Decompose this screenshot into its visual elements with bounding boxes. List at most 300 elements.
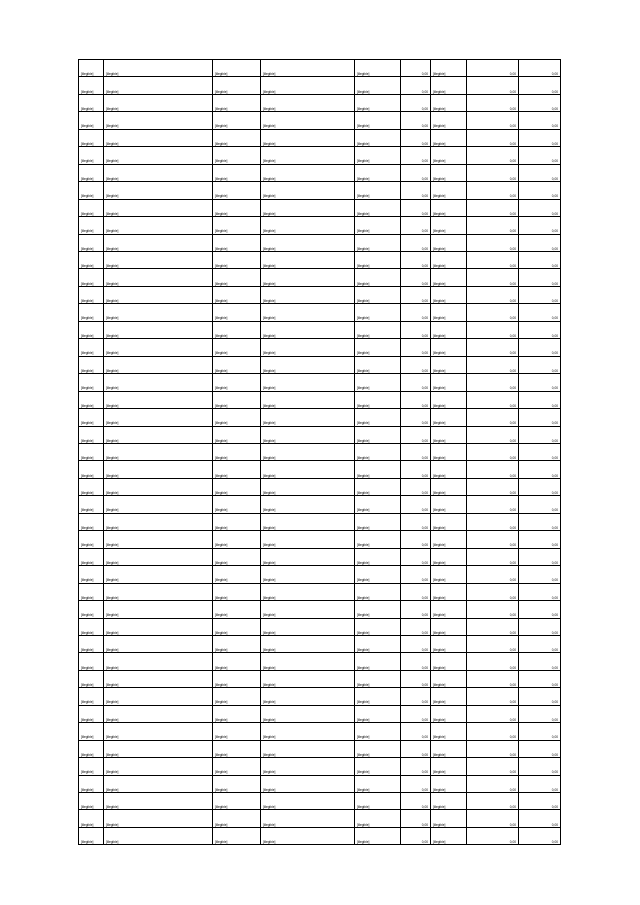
- category-cell: [illegible]: [261, 618, 355, 635]
- area-cell: 0,00: [401, 409, 431, 426]
- area-cell: 0,00: [401, 112, 431, 129]
- cadastral-number-cell: [illegible]: [104, 758, 213, 775]
- cadastral-number-cell: [illegible]: [104, 461, 213, 478]
- permitted-use-cell: [illegible]: [355, 723, 401, 740]
- permitted-use-cell: [illegible]: [355, 793, 401, 810]
- permitted-use-cell: [illegible]: [355, 810, 401, 827]
- category-cell: [illegible]: [261, 147, 355, 164]
- area-cell: 0,00: [401, 635, 431, 652]
- table-row: [79, 531, 561, 548]
- permitted-use-cell: [illegible]: [355, 321, 401, 338]
- cadastral-number-cell: [illegible]: [104, 234, 213, 251]
- table-row: [79, 199, 561, 216]
- table-row: [79, 758, 561, 775]
- cadastral-number-cell: [illegible]: [104, 356, 213, 373]
- location-cell: [illegible]: [213, 531, 261, 548]
- area-cell: 0,00: [401, 531, 431, 548]
- area-cell: 0,00: [401, 443, 431, 460]
- cadastral-number-cell: [illegible]: [104, 426, 213, 443]
- value-cell: 0,00: [519, 653, 561, 670]
- category-cell: [illegible]: [261, 286, 355, 303]
- category-cell: [illegible]: [261, 374, 355, 391]
- table-row: [79, 269, 561, 286]
- table-row: [79, 740, 561, 757]
- rate-cell: 0,00: [467, 286, 519, 303]
- units-cell: [illegible]: [431, 478, 467, 495]
- rate-cell: 0,00: [467, 129, 519, 146]
- units-cell: [illegible]: [431, 653, 467, 670]
- units-cell: [illegible]: [431, 391, 467, 408]
- rate-cell: 0,00: [467, 775, 519, 792]
- category-cell: [illegible]: [261, 234, 355, 251]
- cadastral-number-cell: [illegible]: [104, 548, 213, 565]
- permitted-use-cell: [illegible]: [355, 409, 401, 426]
- permitted-use-cell: [illegible]: [355, 356, 401, 373]
- cadastral-number-cell: [illegible]: [104, 374, 213, 391]
- row-number-cell: [illegible]: [79, 531, 104, 548]
- value-cell: 0,00: [519, 391, 561, 408]
- row-number-cell: [illegible]: [79, 304, 104, 321]
- area-cell: 0,00: [401, 304, 431, 321]
- table-row: [79, 356, 561, 373]
- cadastral-number-cell: [illegible]: [104, 164, 213, 181]
- category-cell: [illegible]: [261, 566, 355, 583]
- cadastral-number-cell: [illegible]: [104, 810, 213, 827]
- area-cell: 0,00: [401, 793, 431, 810]
- table-row: [79, 147, 561, 164]
- location-cell: [illegible]: [213, 810, 261, 827]
- value-cell: 0,00: [519, 548, 561, 565]
- category-cell: [illegible]: [261, 339, 355, 356]
- permitted-use-cell: [illegible]: [355, 461, 401, 478]
- value-cell: 0,00: [519, 164, 561, 181]
- cadastral-number-cell: [illegible]: [104, 409, 213, 426]
- row-number-cell: [illegible]: [79, 618, 104, 635]
- units-cell: [illegible]: [431, 827, 467, 844]
- value-cell: 0,00: [519, 478, 561, 495]
- table-row: [79, 461, 561, 478]
- row-number-cell: [illegible]: [79, 339, 104, 356]
- table-row: [79, 635, 561, 652]
- table-row: [79, 217, 561, 234]
- value-cell: 0,00: [519, 112, 561, 129]
- row-number-cell: [illegible]: [79, 234, 104, 251]
- location-cell: [illegible]: [213, 251, 261, 268]
- cadastral-number-cell: [illegible]: [104, 513, 213, 530]
- row-number-cell: [illegible]: [79, 391, 104, 408]
- units-cell: [illegible]: [431, 618, 467, 635]
- value-cell: 0,00: [519, 217, 561, 234]
- row-number-cell: [illegible]: [79, 793, 104, 810]
- category-cell: [illegible]: [261, 688, 355, 705]
- rate-cell: 0,00: [467, 566, 519, 583]
- category-cell: [illegible]: [261, 775, 355, 792]
- area-cell: 0,00: [401, 217, 431, 234]
- cadastral-number-cell: [illegible]: [104, 94, 213, 111]
- rate-cell: 0,00: [467, 391, 519, 408]
- category-cell: [illegible]: [261, 478, 355, 495]
- rate-cell: 0,00: [467, 182, 519, 199]
- units-cell: [illegible]: [431, 182, 467, 199]
- row-number-cell: [illegible]: [79, 496, 104, 513]
- value-cell: 0,00: [519, 513, 561, 530]
- row-number-cell: [illegible]: [79, 60, 104, 77]
- permitted-use-cell: [illegible]: [355, 94, 401, 111]
- value-cell: 0,00: [519, 496, 561, 513]
- value-cell: 0,00: [519, 461, 561, 478]
- category-cell: [illegible]: [261, 758, 355, 775]
- permitted-use-cell: [illegible]: [355, 304, 401, 321]
- location-cell: [illegible]: [213, 129, 261, 146]
- cadastral-number-cell: [illegible]: [104, 60, 213, 77]
- row-number-cell: [illegible]: [79, 827, 104, 844]
- units-cell: [illegible]: [431, 635, 467, 652]
- rate-cell: 0,00: [467, 548, 519, 565]
- row-number-cell: [illegible]: [79, 810, 104, 827]
- rate-cell: 0,00: [467, 94, 519, 111]
- rate-cell: 0,00: [467, 688, 519, 705]
- row-number-cell: [illegible]: [79, 77, 104, 94]
- permitted-use-cell: [illegible]: [355, 478, 401, 495]
- table-row: [79, 304, 561, 321]
- permitted-use-cell: [illegible]: [355, 251, 401, 268]
- permitted-use-cell: [illegible]: [355, 758, 401, 775]
- permitted-use-cell: [illegible]: [355, 60, 401, 77]
- location-cell: [illegible]: [213, 339, 261, 356]
- area-cell: 0,00: [401, 182, 431, 199]
- location-cell: [illegible]: [213, 94, 261, 111]
- location-cell: [illegible]: [213, 286, 261, 303]
- cadastral-number-cell: [illegible]: [104, 723, 213, 740]
- value-cell: 0,00: [519, 601, 561, 618]
- location-cell: [illegible]: [213, 182, 261, 199]
- units-cell: [illegible]: [431, 758, 467, 775]
- location-cell: [illegible]: [213, 409, 261, 426]
- category-cell: [illegible]: [261, 356, 355, 373]
- rate-cell: 0,00: [467, 583, 519, 600]
- area-cell: 0,00: [401, 688, 431, 705]
- location-cell: [illegible]: [213, 688, 261, 705]
- row-number-cell: [illegible]: [79, 653, 104, 670]
- value-cell: 0,00: [519, 810, 561, 827]
- value-cell: 0,00: [519, 147, 561, 164]
- permitted-use-cell: [illegible]: [355, 775, 401, 792]
- value-cell: 0,00: [519, 670, 561, 687]
- table-row: [79, 548, 561, 565]
- area-cell: 0,00: [401, 775, 431, 792]
- permitted-use-cell: [illegible]: [355, 827, 401, 844]
- value-cell: 0,00: [519, 356, 561, 373]
- permitted-use-cell: [illegible]: [355, 583, 401, 600]
- permitted-use-cell: [illegible]: [355, 269, 401, 286]
- value-cell: 0,00: [519, 321, 561, 338]
- rate-cell: 0,00: [467, 251, 519, 268]
- category-cell: [illegible]: [261, 705, 355, 722]
- rate-cell: 0,00: [467, 304, 519, 321]
- permitted-use-cell: [illegible]: [355, 374, 401, 391]
- category-cell: [illegible]: [261, 653, 355, 670]
- rate-cell: 0,00: [467, 199, 519, 216]
- units-cell: [illegible]: [431, 723, 467, 740]
- units-cell: [illegible]: [431, 129, 467, 146]
- value-cell: 0,00: [519, 234, 561, 251]
- cadastral-number-cell: [illegible]: [104, 199, 213, 216]
- value-cell: 0,00: [519, 443, 561, 460]
- units-cell: [illegible]: [431, 426, 467, 443]
- table-row: [79, 653, 561, 670]
- value-cell: 0,00: [519, 740, 561, 757]
- category-cell: [illegible]: [261, 827, 355, 844]
- row-number-cell: [illegible]: [79, 321, 104, 338]
- rate-cell: 0,00: [467, 635, 519, 652]
- table-row: [79, 810, 561, 827]
- table-row: [79, 182, 561, 199]
- cadastral-number-cell: [illegible]: [104, 688, 213, 705]
- category-cell: [illegible]: [261, 304, 355, 321]
- cadastral-number-cell: [illegible]: [104, 601, 213, 618]
- cadastral-number-cell: [illegible]: [104, 147, 213, 164]
- row-number-cell: [illegible]: [79, 723, 104, 740]
- row-number-cell: [illegible]: [79, 199, 104, 216]
- value-cell: 0,00: [519, 618, 561, 635]
- units-cell: [illegible]: [431, 286, 467, 303]
- permitted-use-cell: [illegible]: [355, 391, 401, 408]
- row-number-cell: [illegible]: [79, 566, 104, 583]
- units-cell: [illegible]: [431, 94, 467, 111]
- cadastral-number-cell: [illegible]: [104, 391, 213, 408]
- category-cell: [illegible]: [261, 548, 355, 565]
- units-cell: [illegible]: [431, 566, 467, 583]
- units-cell: [illegible]: [431, 112, 467, 129]
- table-row: [79, 129, 561, 146]
- rate-cell: 0,00: [467, 723, 519, 740]
- category-cell: [illegible]: [261, 391, 355, 408]
- location-cell: [illegible]: [213, 496, 261, 513]
- permitted-use-cell: [illegible]: [355, 234, 401, 251]
- value-cell: 0,00: [519, 409, 561, 426]
- table-row: [79, 496, 561, 513]
- row-number-cell: [illegible]: [79, 356, 104, 373]
- units-cell: [illegible]: [431, 269, 467, 286]
- table-row: [79, 374, 561, 391]
- cadastral-number-cell: [illegible]: [104, 496, 213, 513]
- area-cell: 0,00: [401, 740, 431, 757]
- row-number-cell: [illegible]: [79, 758, 104, 775]
- units-cell: [illegible]: [431, 409, 467, 426]
- row-number-cell: [illegible]: [79, 286, 104, 303]
- row-number-cell: [illegible]: [79, 583, 104, 600]
- area-cell: 0,00: [401, 60, 431, 77]
- area-cell: 0,00: [401, 94, 431, 111]
- location-cell: [illegible]: [213, 461, 261, 478]
- category-cell: [illegible]: [261, 164, 355, 181]
- table-row: [79, 77, 561, 94]
- cadastral-number-cell: [illegible]: [104, 583, 213, 600]
- area-cell: 0,00: [401, 810, 431, 827]
- rate-cell: 0,00: [467, 217, 519, 234]
- table-row: [79, 827, 561, 844]
- category-cell: [illegible]: [261, 129, 355, 146]
- cadastral-number-cell: [illegible]: [104, 112, 213, 129]
- table-row: [79, 670, 561, 687]
- units-cell: [illegible]: [431, 339, 467, 356]
- location-cell: [illegible]: [213, 513, 261, 530]
- units-cell: [illegible]: [431, 147, 467, 164]
- row-number-cell: [illegible]: [79, 147, 104, 164]
- location-cell: [illegible]: [213, 321, 261, 338]
- row-number-cell: [illegible]: [79, 670, 104, 687]
- area-cell: 0,00: [401, 269, 431, 286]
- permitted-use-cell: [illegible]: [355, 164, 401, 181]
- category-cell: [illegible]: [261, 723, 355, 740]
- rate-cell: 0,00: [467, 374, 519, 391]
- area-cell: 0,00: [401, 548, 431, 565]
- category-cell: [illegible]: [261, 112, 355, 129]
- category-cell: [illegible]: [261, 60, 355, 77]
- rate-cell: 0,00: [467, 827, 519, 844]
- cadastral-number-cell: [illegible]: [104, 566, 213, 583]
- location-cell: [illegible]: [213, 827, 261, 844]
- units-cell: [illegible]: [431, 793, 467, 810]
- location-cell: [illegible]: [213, 60, 261, 77]
- location-cell: [illegible]: [213, 583, 261, 600]
- units-cell: [illegible]: [431, 513, 467, 530]
- area-cell: 0,00: [401, 827, 431, 844]
- rate-cell: 0,00: [467, 705, 519, 722]
- units-cell: [illegible]: [431, 496, 467, 513]
- category-cell: [illegible]: [261, 810, 355, 827]
- rate-cell: 0,00: [467, 164, 519, 181]
- table-row: [79, 339, 561, 356]
- units-cell: [illegible]: [431, 775, 467, 792]
- location-cell: [illegible]: [213, 77, 261, 94]
- rate-cell: 0,00: [467, 461, 519, 478]
- rate-cell: 0,00: [467, 531, 519, 548]
- table-row: [79, 601, 561, 618]
- area-cell: 0,00: [401, 758, 431, 775]
- table-row: [79, 583, 561, 600]
- cadastral-number-cell: [illegible]: [104, 269, 213, 286]
- row-number-cell: [illegible]: [79, 513, 104, 530]
- permitted-use-cell: [illegible]: [355, 443, 401, 460]
- table-row: [79, 723, 561, 740]
- location-cell: [illegible]: [213, 147, 261, 164]
- row-number-cell: [illegible]: [79, 705, 104, 722]
- area-cell: 0,00: [401, 286, 431, 303]
- location-cell: [illegible]: [213, 391, 261, 408]
- row-number-cell: [illegible]: [79, 635, 104, 652]
- location-cell: [illegible]: [213, 601, 261, 618]
- value-cell: 0,00: [519, 793, 561, 810]
- area-cell: 0,00: [401, 199, 431, 216]
- area-cell: 0,00: [401, 391, 431, 408]
- row-number-cell: [illegible]: [79, 740, 104, 757]
- cadastral-number-cell: [illegible]: [104, 286, 213, 303]
- rate-cell: 0,00: [467, 793, 519, 810]
- table-row: [79, 443, 561, 460]
- area-cell: 0,00: [401, 234, 431, 251]
- rate-cell: 0,00: [467, 112, 519, 129]
- area-cell: 0,00: [401, 339, 431, 356]
- value-cell: 0,00: [519, 705, 561, 722]
- cadastral-number-cell: [illegible]: [104, 653, 213, 670]
- permitted-use-cell: [illegible]: [355, 77, 401, 94]
- cadastral-number-cell: [illegible]: [104, 304, 213, 321]
- table-row: [79, 234, 561, 251]
- permitted-use-cell: [illegible]: [355, 129, 401, 146]
- units-cell: [illegible]: [431, 705, 467, 722]
- category-cell: [illegible]: [261, 531, 355, 548]
- location-cell: [illegible]: [213, 443, 261, 460]
- units-cell: [illegible]: [431, 548, 467, 565]
- category-cell: [illegible]: [261, 199, 355, 216]
- units-cell: [illegible]: [431, 688, 467, 705]
- permitted-use-cell: [illegible]: [355, 548, 401, 565]
- land-register-sheet: [78, 59, 560, 845]
- table-row: [79, 705, 561, 722]
- cadastral-number-cell: [illegible]: [104, 478, 213, 495]
- area-cell: 0,00: [401, 147, 431, 164]
- location-cell: [illegible]: [213, 426, 261, 443]
- table-row: [79, 688, 561, 705]
- value-cell: 0,00: [519, 182, 561, 199]
- value-cell: 0,00: [519, 426, 561, 443]
- cadastral-number-cell: [illegible]: [104, 443, 213, 460]
- value-cell: 0,00: [519, 827, 561, 844]
- cadastral-number-cell: [illegible]: [104, 705, 213, 722]
- location-cell: [illegible]: [213, 374, 261, 391]
- units-cell: [illegible]: [431, 583, 467, 600]
- table-row: [79, 60, 561, 77]
- cadastral-number-cell: [illegible]: [104, 531, 213, 548]
- table-row: [79, 513, 561, 530]
- row-number-cell: [illegible]: [79, 94, 104, 111]
- location-cell: [illegible]: [213, 758, 261, 775]
- category-cell: [illegible]: [261, 583, 355, 600]
- permitted-use-cell: [illegible]: [355, 566, 401, 583]
- permitted-use-cell: [illegible]: [355, 601, 401, 618]
- table-row: [79, 566, 561, 583]
- location-cell: [illegible]: [213, 635, 261, 652]
- location-cell: [illegible]: [213, 234, 261, 251]
- cadastral-number-cell: [illegible]: [104, 827, 213, 844]
- category-cell: [illegible]: [261, 635, 355, 652]
- value-cell: 0,00: [519, 758, 561, 775]
- area-cell: 0,00: [401, 601, 431, 618]
- permitted-use-cell: [illegible]: [355, 286, 401, 303]
- rate-cell: 0,00: [467, 810, 519, 827]
- units-cell: [illegible]: [431, 443, 467, 460]
- row-number-cell: [illegible]: [79, 548, 104, 565]
- cadastral-number-cell: [illegible]: [104, 339, 213, 356]
- rate-cell: 0,00: [467, 618, 519, 635]
- area-cell: 0,00: [401, 129, 431, 146]
- row-number-cell: [illegible]: [79, 269, 104, 286]
- area-cell: 0,00: [401, 164, 431, 181]
- units-cell: [illegible]: [431, 531, 467, 548]
- cadastral-number-cell: [illegible]: [104, 775, 213, 792]
- table-row: [79, 164, 561, 181]
- permitted-use-cell: [illegible]: [355, 217, 401, 234]
- area-cell: 0,00: [401, 426, 431, 443]
- rate-cell: 0,00: [467, 321, 519, 338]
- permitted-use-cell: [illegible]: [355, 182, 401, 199]
- units-cell: [illegible]: [431, 356, 467, 373]
- rate-cell: 0,00: [467, 269, 519, 286]
- category-cell: [illegible]: [261, 77, 355, 94]
- location-cell: [illegible]: [213, 775, 261, 792]
- permitted-use-cell: [illegible]: [355, 112, 401, 129]
